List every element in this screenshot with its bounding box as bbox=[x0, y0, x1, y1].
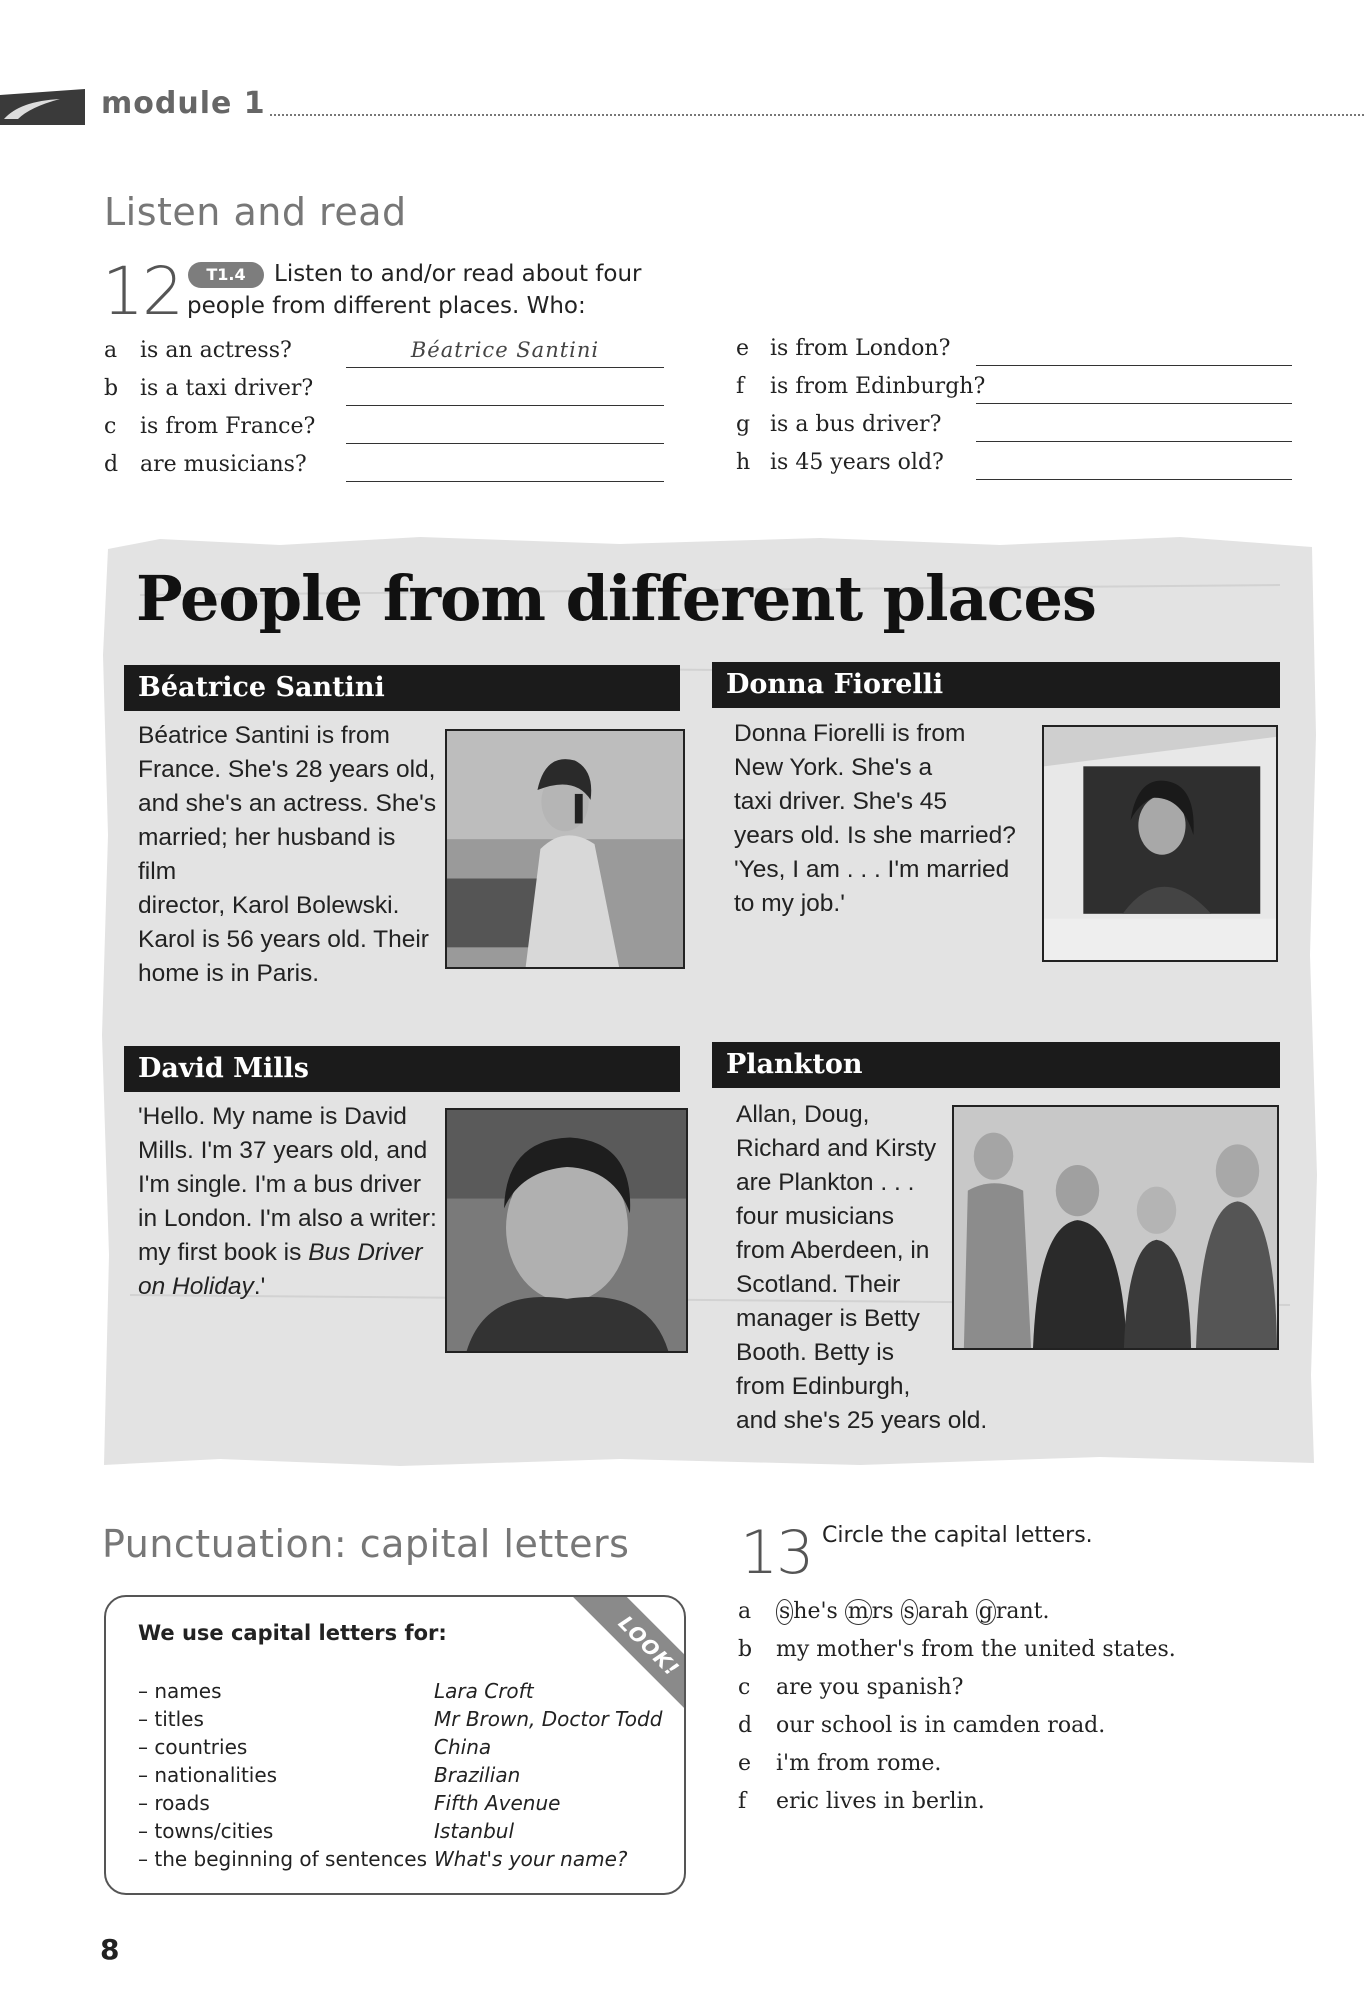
card-header-beatrice: Béatrice Santini bbox=[124, 665, 680, 711]
text-line: I'm single. I'm a bus driver bbox=[138, 1171, 422, 1198]
text-line: Karol is 56 years old. Their bbox=[138, 926, 429, 953]
rule-item: – titles bbox=[138, 1707, 204, 1731]
text-line: 'Yes, I am . . . I'm married bbox=[734, 856, 1010, 883]
question-e bbox=[736, 336, 1296, 372]
text-line: manager is Betty bbox=[736, 1305, 920, 1332]
rule-example: Brazilian bbox=[434, 1763, 521, 1787]
photo-beatrice bbox=[445, 729, 685, 969]
exercise-number-12: 12 bbox=[102, 253, 182, 330]
item-letter: a bbox=[738, 1599, 752, 1624]
question-text: is a taxi driver? bbox=[140, 376, 314, 401]
book-title: on Holiday bbox=[138, 1273, 254, 1300]
text-line: Allan, Doug, bbox=[736, 1101, 870, 1128]
text-line bbox=[138, 1270, 448, 1304]
question-text: is a bus driver? bbox=[770, 412, 942, 437]
item-text[interactable]: my mother's from the united states. bbox=[776, 1637, 1176, 1662]
rule-item: – the beginning of sentences bbox=[138, 1847, 428, 1871]
question-c bbox=[104, 414, 664, 450]
header-rule bbox=[270, 114, 1364, 116]
text-line: Richard and Kirsty bbox=[736, 1135, 937, 1162]
text-line: in London. I'm also a writer: bbox=[138, 1205, 437, 1232]
rule-example: Istanbul bbox=[434, 1819, 515, 1843]
rule-item: – roads bbox=[138, 1791, 210, 1815]
card-text-donna bbox=[734, 717, 1034, 921]
text-line: Donna Fiorelli is from bbox=[734, 720, 966, 747]
card-header-plankton: Plankton bbox=[712, 1042, 1280, 1088]
text-line: France. She's 28 years old, bbox=[138, 756, 436, 783]
question-text: is an actress? bbox=[140, 338, 292, 363]
section-title-listen: Listen and read bbox=[104, 190, 407, 234]
text-line: 'Hello. My name is David bbox=[138, 1103, 407, 1130]
text-line: years old. Is she married? bbox=[734, 822, 1016, 849]
item-text[interactable]: eric lives in berlin. bbox=[776, 1789, 985, 1814]
look-ribbon bbox=[560, 1597, 684, 1721]
question-g bbox=[736, 412, 1296, 448]
exercise-12-instruction-line2: people from different places. Who: bbox=[187, 293, 586, 319]
rule-item: – towns/cities bbox=[138, 1819, 274, 1843]
text-line: married; her husband is film bbox=[138, 824, 396, 885]
question-letter: f bbox=[736, 374, 745, 399]
question-letter: b bbox=[104, 376, 119, 401]
rule-example: Lara Croft bbox=[434, 1679, 534, 1703]
text-line: Béatrice Santini is from bbox=[138, 722, 390, 749]
question-a bbox=[104, 338, 664, 374]
rule-item: – nationalities bbox=[138, 1763, 278, 1787]
answer-line-e[interactable] bbox=[976, 336, 1292, 366]
question-text: is from Edinburgh? bbox=[770, 374, 986, 399]
exercise-12-instruction-line1: Listen to and/or read about four bbox=[274, 261, 642, 287]
module-tab-graphic bbox=[0, 89, 85, 125]
text-line: and she's an actress. She's bbox=[138, 790, 437, 817]
text-line: and she's 25 years old. bbox=[736, 1407, 988, 1434]
text-line: Scotland. Their bbox=[736, 1271, 901, 1298]
question-text: is 45 years old? bbox=[770, 450, 944, 475]
rule-item: – names bbox=[138, 1679, 222, 1703]
text-line: from Aberdeen, in bbox=[736, 1237, 930, 1264]
exercise-number-13: 13 bbox=[740, 1518, 813, 1588]
text-fragment: arah bbox=[917, 1599, 976, 1624]
look-box-heading: We use capital letters for: bbox=[138, 1621, 447, 1645]
question-text: is from France? bbox=[140, 414, 316, 439]
item-text[interactable]: our school is in camden road. bbox=[776, 1713, 1106, 1738]
text-line: New York. She's a bbox=[734, 754, 933, 781]
text-fragment: rant. bbox=[995, 1599, 1050, 1624]
answer-line-c[interactable] bbox=[346, 414, 664, 444]
card-text-beatrice bbox=[138, 719, 438, 991]
circled-letter: s bbox=[901, 1599, 918, 1625]
rule-example: Mr Brown, Doctor Todd bbox=[434, 1707, 663, 1731]
item-text[interactable]: are you spanish? bbox=[776, 1675, 964, 1700]
article-title: People from different places bbox=[136, 562, 1096, 635]
question-letter: h bbox=[736, 450, 751, 475]
text-fragment: he's bbox=[793, 1599, 845, 1624]
text-fragment: my first book is bbox=[138, 1239, 309, 1266]
card-header-david: David Mills bbox=[124, 1046, 680, 1092]
photo-donna bbox=[1042, 725, 1278, 962]
page-number: 8 bbox=[100, 1933, 120, 1966]
rule-example: Fifth Avenue bbox=[434, 1791, 561, 1815]
text-line: are Plankton . . . bbox=[736, 1169, 915, 1196]
item-letter: d bbox=[738, 1713, 753, 1738]
section-title-punctuation: Punctuation: capital letters bbox=[102, 1522, 630, 1566]
text-line: home is in Paris. bbox=[138, 960, 320, 987]
card-text-david bbox=[138, 1100, 448, 1304]
item-letter: b bbox=[738, 1637, 753, 1662]
photo-david bbox=[445, 1108, 688, 1353]
answer-line-f[interactable] bbox=[976, 374, 1292, 404]
question-letter: e bbox=[736, 336, 750, 361]
question-text: are musicians? bbox=[140, 452, 307, 477]
photo-plankton bbox=[952, 1105, 1279, 1350]
answer-line-d[interactable] bbox=[346, 452, 664, 482]
text-line: Booth. Betty is bbox=[736, 1339, 894, 1366]
text-line: from Edinburgh, bbox=[736, 1373, 911, 1400]
text-line: to my job.' bbox=[734, 890, 845, 917]
question-letter: a bbox=[104, 338, 118, 363]
text-line: director, Karol Bolewski. bbox=[138, 892, 400, 919]
item-text[interactable]: i'm from rome. bbox=[776, 1751, 942, 1776]
item-letter: c bbox=[738, 1675, 751, 1700]
handwritten-answer: Béatrice Santini bbox=[410, 338, 600, 362]
answer-line-h[interactable] bbox=[976, 450, 1292, 480]
text-line: Mills. I'm 37 years old, and bbox=[138, 1137, 428, 1164]
module-title: module 1 bbox=[101, 86, 266, 121]
question-letter: c bbox=[104, 414, 117, 439]
text-line bbox=[138, 1236, 448, 1270]
item-text-circled bbox=[776, 1599, 1049, 1625]
text-fragment: rs bbox=[871, 1599, 901, 1624]
question-f bbox=[736, 374, 1296, 410]
question-letter: d bbox=[104, 452, 119, 477]
circled-letter: m bbox=[845, 1599, 872, 1625]
book-title: Bus Driver bbox=[308, 1239, 423, 1266]
rule-example: China bbox=[434, 1735, 492, 1759]
rule-item: – countries bbox=[138, 1735, 248, 1759]
text-line: four musicians bbox=[736, 1203, 894, 1230]
card-header-donna: Donna Fiorelli bbox=[712, 662, 1280, 708]
circled-letter: s bbox=[776, 1599, 793, 1625]
question-letter: g bbox=[736, 412, 751, 437]
text-line: taxi driver. She's 45 bbox=[734, 788, 948, 815]
audio-track-badge: T1.4 bbox=[188, 262, 264, 288]
rule-example: What's your name? bbox=[434, 1847, 628, 1871]
question-h bbox=[736, 450, 1296, 486]
answer-line-g[interactable] bbox=[976, 412, 1292, 442]
question-b bbox=[104, 376, 664, 412]
item-letter: f bbox=[738, 1789, 747, 1814]
answer-line-b[interactable] bbox=[346, 376, 664, 406]
look-label: LOOK! bbox=[568, 1597, 684, 1721]
question-d bbox=[104, 452, 664, 488]
text-fragment: .' bbox=[253, 1273, 266, 1300]
question-text: is from London? bbox=[770, 336, 951, 361]
answer-line-a[interactable] bbox=[346, 338, 664, 368]
exercise-13-instruction: Circle the capital letters. bbox=[822, 1523, 1093, 1548]
item-letter: e bbox=[738, 1751, 752, 1776]
circled-letter: g bbox=[976, 1599, 996, 1625]
